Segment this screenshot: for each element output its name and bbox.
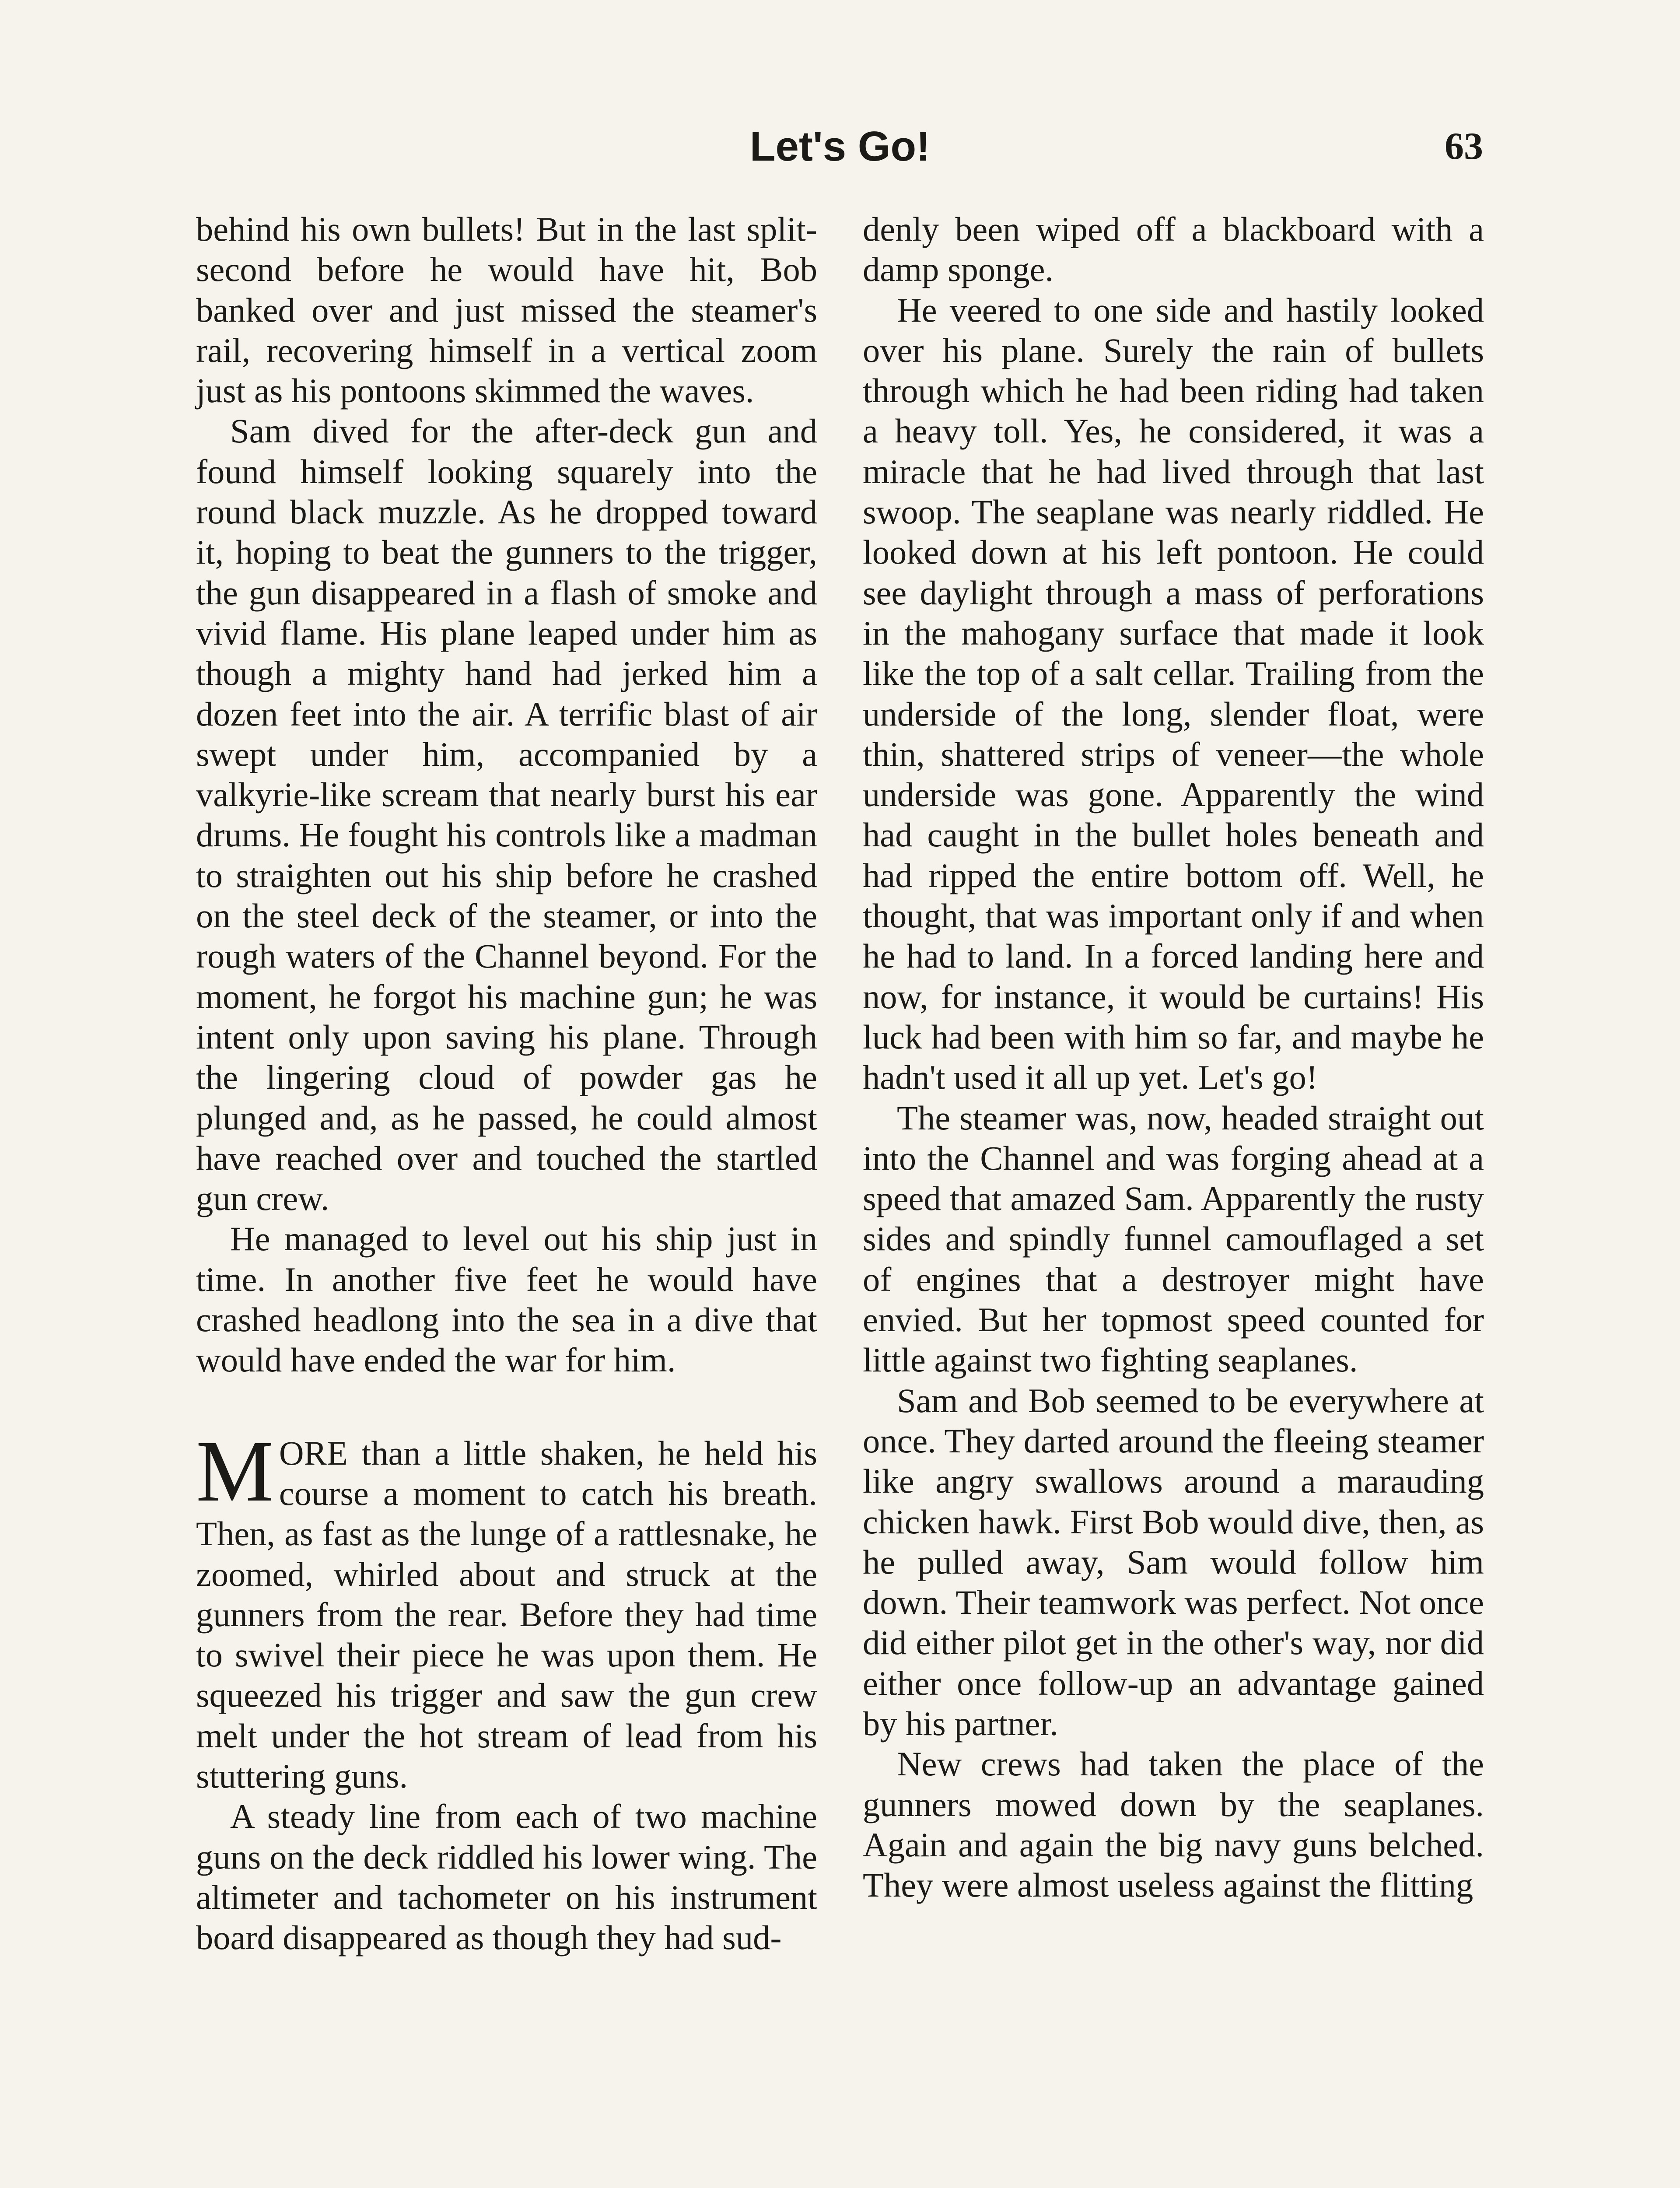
page-number: 63 — [1445, 125, 1483, 168]
paragraph: The steamer was, now, headed straight out into the Channel and was forging ahead at a speed that amazed Sam. Apparently the rusty sides and spindly funnel camouflaged a set of engines that a destroyer might have envied. But her topmost speed counted for little against two fighting seaplanes. — [863, 1098, 1484, 1379]
paragraph: denly been wiped off a blackboard with a damp sponge. — [863, 210, 1484, 289]
paragraph: Sam dived for the after-deck gun and found himself looking squarely into the round black muzzle. As he dropped toward it, hoping to beat the gunners to the trigger, the gun disappeared in a flash of smoke and vivid flame. His plane leaped under him as though a mighty hand had jerked him a dozen feet into the air. A terrific blast of air swept under him, accompanied by a valkyrie-like scream that nearly burst his ear drums. He fought his controls like a madman to straighten out his ship before he crashed on the steel deck of the steamer, or into the rough waters of the Channel beyond. For the moment, he forgot his machine gun; he was intent only upon saving his plane. Through the lingering cloud of powder gas he plunged and, as he passed, he could almost have reached over and touched the startled gun crew. — [196, 412, 817, 1218]
right-column — [863, 209, 1484, 1905]
paragraph: behind his own bullets! But in the last split-second before he would have hit, Bob banked over and just missed the steamer's rail, recovering himself in a vertical zoom just as his pontoons skimmed the waves. — [196, 210, 817, 410]
drop-cap: M — [196, 1423, 274, 1520]
paragraph: He veered to one side and hastily looked over his plane. Surely the rain of bullets through which he had been riding had taken a heavy toll. Yes, he considered, it was a miracle that he had lived through that last swoop. The seaplane was nearly riddled. He looked down at his left pontoon. He could see daylight through a mass of perforations in the mahogany surface that made it look like the top of a salt cellar. Trailing from the underside of the long, slender float, were thin, shattered strips of veneer—the whole underside was gone. Apparently the wind had caught in the bullet holes beneath and had ripped the entire bottom off. Well, he thought, that was important only if and when he had to land. In a forced landing here and now, for instance, it would be curtains! His luck had been with him so far, and maybe he hadn't used it all up yet. Let's go! — [863, 291, 1484, 1097]
paragraph: Sam and Bob seemed to be everywhere at once. They darted around the fleeing steamer like angry swallows around a marauding chicken hawk. First Bob would dive, then, as he pulled away, Sam would follow him down. Their teamwork was perfect. Not once did either pilot get in the other's way, nor did either once follow-up an advantage gained by his partner. — [863, 1381, 1484, 1743]
paragraph: New crews had taken the place of the gunners mowed down by the seaplanes. Again and again the big navy guns belched. They were almost useless against the flitting — [863, 1745, 1484, 1904]
section-opening-paragraph — [196, 1423, 817, 1797]
running-title: Let's Go! — [749, 123, 931, 170]
left-column — [196, 209, 817, 1958]
paragraph-text: ORE than a little shaken, he held his course a moment to catch his breath. Then, as fast as the lunge of a rattlesnake, he zoomed, whirled about and struck at the gunners from the rear. Before they had time to swivel their piece he was upon them. He squeezed his trigger and saw the gun crew melt under the hot stream of lead from his stuttering guns. — [196, 1434, 817, 1795]
page-header — [0, 118, 1680, 175]
paragraph: A steady line from each of two machine guns on the deck riddled his lower wing. The altimeter and tachometer on his instrument board disappeared as though they had sud- — [196, 1797, 817, 1957]
paragraph: He managed to level out his ship just in time. In another five feet he would have crashed headlong into the sea in a dive that would have ended the war for him. — [196, 1220, 817, 1379]
